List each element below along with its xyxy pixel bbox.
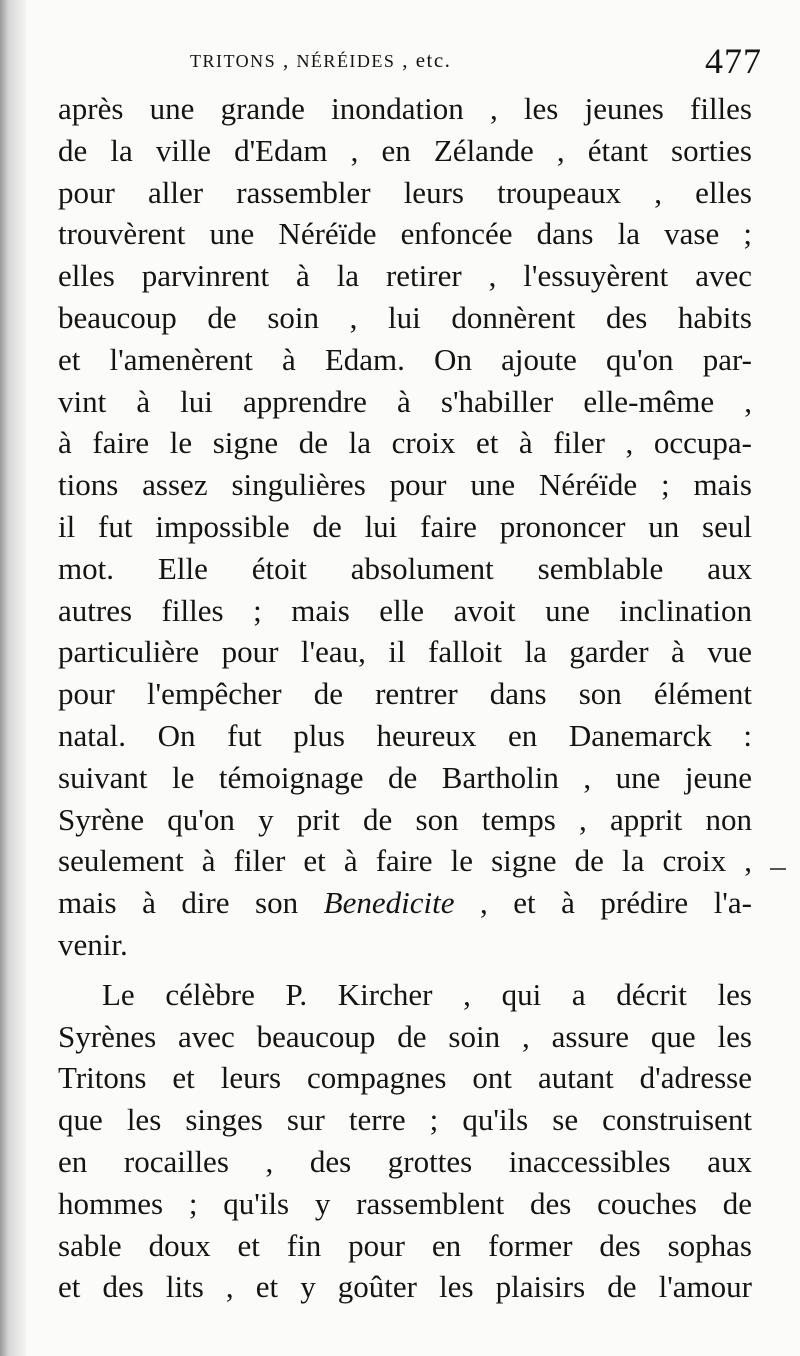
text-line: vint à lui apprendre à s'habiller elle-même , — [58, 383, 752, 419]
text-line — [58, 882, 752, 924]
page-gutter-shadow — [0, 0, 26, 1356]
paragraph-2 — [58, 974, 752, 1308]
body-text — [58, 88, 752, 1308]
running-head-separator: , — [395, 48, 416, 72]
text-line: beaucoup de soin , lui donnèrent des habits — [58, 299, 752, 335]
margin-dash-mark — [770, 868, 786, 870]
text-line: trouvèrent une Néréïde enfoncée dans la vase ; — [58, 216, 752, 252]
running-head-nereides: néréides — [296, 46, 396, 73]
text-line: hommes ; qu'ils y rassemblent des couches de — [58, 1185, 752, 1221]
paragraph-gap — [58, 966, 752, 974]
text-line: il fut impossible de lui faire prononcer un seul — [58, 508, 752, 544]
text-line: de la ville d'Edam , en Zélande , étant sorties — [58, 132, 752, 168]
text-line: Le célèbre P. Kircher , qui a décrit les — [102, 976, 752, 1012]
text-line: Tritons et leurs compagnes ont autant d'adresse — [58, 1060, 752, 1096]
text-line: autres filles ; mais elle avoit une inclination — [58, 592, 752, 628]
text-line: seulement à filer et à faire le signe de la croix , — [58, 843, 752, 879]
text-line: et des lits , et y goûter les plaisirs de l'amour — [58, 1269, 752, 1305]
text-line: et l'amenèrent à Edam. On ajoute qu'on par- — [58, 341, 752, 377]
text-line: tions assez singulières pour une Néréïde ; mais — [58, 467, 752, 503]
text-line: particulière pour l'eau, il falloit la garder à vue — [58, 634, 752, 670]
text-line: pour l'empêcher de rentrer dans son élément — [58, 676, 752, 712]
text-line: Syrène qu'on y prit de son temps , apprit non — [58, 801, 752, 837]
text-line: sable doux et fin pour en former des sophas — [58, 1227, 752, 1263]
running-head-etc: etc. — [415, 48, 452, 72]
text-line: après une grande inondation , les jeunes filles — [58, 91, 752, 126]
text-line: elles parvinrent à la retirer , l'essuyèrent avec — [58, 258, 752, 294]
text-line: mot. Elle étoit absolument semblable aux — [58, 550, 752, 586]
text-line: à faire le signe de la croix et à filer , occupa- — [58, 425, 752, 461]
page-number: 477 — [705, 41, 762, 81]
text-line: que les singes sur terre ; qu'ils se construisent — [58, 1102, 752, 1138]
text-line: pour aller rassembler leurs troupeaux , elles — [58, 174, 752, 210]
running-head-tritons: tritons — [190, 46, 277, 73]
running-head — [190, 46, 451, 74]
paragraph-1 — [58, 88, 752, 966]
text-line: Syrènes avec beaucoup de soin , assure que les — [58, 1018, 752, 1054]
running-head-separator: , — [276, 48, 297, 72]
text-segment: , et à prédire l'a- — [454, 885, 752, 921]
text-line: natal. On fut plus heureux en Danemarck : — [58, 717, 752, 753]
text-segment: mais à dire son — [58, 885, 324, 921]
text-line: venir. — [58, 926, 128, 962]
page-header — [60, 38, 770, 86]
text-line: en rocailles , des grottes inaccessibles aux — [58, 1143, 752, 1179]
italic-term-benedicite: Benedicite — [323, 885, 455, 921]
text-line: suivant le témoignage de Bartholin , une jeune — [58, 759, 752, 795]
